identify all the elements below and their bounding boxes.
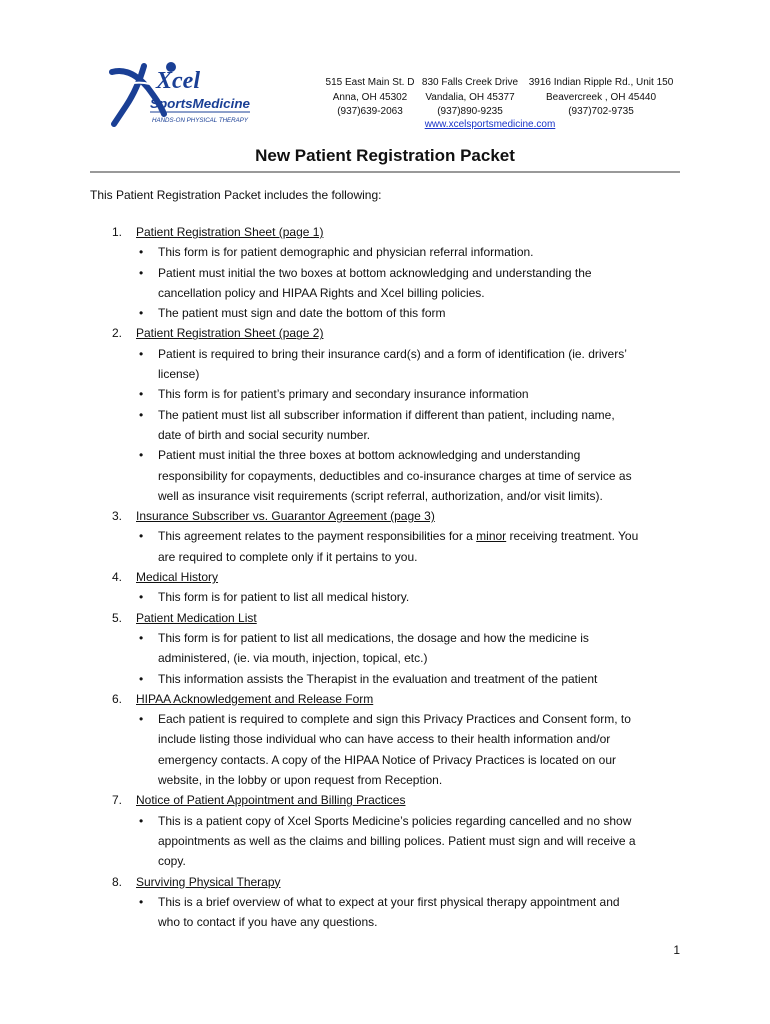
underlined-word: minor (476, 529, 507, 544)
location-phone: (937)890-9235 (437, 106, 503, 117)
bullet-item (90, 669, 690, 689)
section-5 (90, 608, 690, 689)
section-heading (90, 790, 690, 810)
bullet-line: The patient must list all subscriber information if different than patient, including name, (158, 407, 615, 422)
bullet-dot: • (139, 813, 144, 828)
bullet-list (90, 811, 690, 872)
bullet-item (90, 445, 690, 506)
bullet-line: This agreement relates to the payment responsibilities for a minor receiving treatment. You (158, 529, 639, 544)
bullet-line: This information assists the Therapist in the evaluation and treatment of the patient (158, 671, 598, 686)
page-number: 1 (673, 943, 680, 957)
bullet-dot: • (139, 265, 144, 280)
bullet-line: responsibility for copayments, deductibles and co-insurance charges at time of service as (158, 468, 632, 483)
bullet-item (90, 303, 690, 323)
section-title: HIPAA Acknowledgement and Release Form (136, 691, 374, 706)
section-2 (90, 323, 690, 506)
bullet-line: This form is for patient demographic and physician referral information. (158, 245, 534, 260)
section-heading (90, 222, 690, 242)
bullet-list (90, 587, 690, 607)
bullet-dot: • (139, 245, 144, 260)
section-number: 3. (112, 509, 123, 524)
section-heading (90, 567, 690, 587)
section-heading (90, 506, 690, 526)
bullet-list (90, 526, 690, 567)
bullet-item (90, 242, 690, 262)
section-number: 1. (112, 225, 123, 239)
bullet-line: appointments as well as the claims and billing polices. Patient must sign and will receive a (158, 833, 636, 848)
section-3 (90, 506, 690, 567)
location-city: Anna, OH 45302 (332, 91, 408, 103)
section-title: Patient Registration Sheet (page 2) (136, 326, 324, 341)
section-heading (90, 323, 690, 343)
location-street: 3916 Indian Ripple Rd., Unit 150 (528, 77, 674, 88)
bullet-line: date of birth and social security number. (158, 427, 371, 442)
bullet-dot: • (139, 529, 144, 544)
bullet-line: Patient must initial the two boxes at bottom acknowledging and understanding the (158, 265, 592, 280)
bullet-dot: • (139, 448, 144, 463)
section-number: 6. (112, 691, 123, 706)
section-list (90, 222, 690, 932)
bullet-line: This form is for patient’s primary and secondary insurance information (158, 387, 529, 402)
bullet-line: emergency contacts. A copy of the HIPAA Notice of Privacy Practices is located on our (158, 752, 616, 767)
location-city: Beavercreek , OH 45440 (545, 91, 657, 103)
website-row (380, 119, 600, 130)
bullet-line: cancellation policy and HIPAA Rights and Xcel billing policies. (158, 285, 485, 300)
bullet-item (90, 263, 690, 304)
bullet-list (90, 628, 690, 689)
bullet-line: well as insurance visit requirements (script referral, authorization, and/or visit limits). (158, 488, 603, 503)
section-1 (90, 222, 690, 323)
bullet-dot: • (139, 387, 144, 402)
bullet-line: Patient is required to bring their insurance card(s) and a form of identification (ie. drivers’ (158, 346, 627, 361)
section-heading (90, 689, 690, 709)
bullet-item (90, 384, 690, 404)
bullet-item (90, 892, 690, 933)
bullet-dot: • (139, 894, 144, 909)
location-city: Vandalia, OH 45377 (425, 91, 515, 103)
section-number: 4. (112, 570, 123, 585)
bullet-line: This is a brief overview of what to expect at your first physical therapy appointment and (158, 894, 620, 909)
bullet-line: Each patient is required to complete and sign this Privacy Practices and Consent form, to (158, 712, 631, 727)
section-title: Surviving Physical Therapy (136, 874, 281, 889)
xcel-logo (104, 58, 254, 130)
bullet-item (90, 811, 690, 872)
location-phone: (937)639-2063 (337, 106, 403, 117)
section-4 (90, 567, 690, 608)
bullet-dot: • (139, 712, 144, 727)
bullet-dot: • (139, 671, 144, 686)
location-anna (318, 76, 422, 120)
section-7 (90, 790, 690, 871)
bullet-item (90, 587, 690, 607)
section-title: Patient Medication List (136, 610, 257, 625)
bullet-item (90, 405, 690, 446)
bullet-dot: • (139, 407, 144, 422)
bullet-line: include listing those individual who can have access to their health information and/or (158, 732, 611, 747)
section-title: Medical History (136, 570, 219, 585)
bullet-dot: • (139, 590, 144, 605)
bullet-item (90, 709, 690, 790)
bullet-line: who to contact if you have any questions. (158, 915, 378, 930)
logo-xcel-text: Xcel (156, 68, 200, 94)
section-heading (90, 608, 690, 628)
location-beavercreek (524, 76, 678, 120)
section-number: 8. (112, 874, 123, 889)
section-number: 5. (112, 610, 123, 625)
bullet-line: copy. (158, 854, 186, 869)
location-phone: (937)702-9735 (568, 106, 634, 117)
logo-sports-text: SportsMedicine (150, 96, 250, 111)
bullet-list (90, 892, 690, 933)
bullet-item (90, 344, 690, 385)
website-link[interactable]: www.xcelsportsmedicine.com (424, 119, 556, 130)
bullet-line: administered, (ie. via mouth, injection, topical, etc.) (158, 651, 428, 666)
bullet-line: This form is for patient to list all medications, the dosage and how the medicine is (158, 630, 589, 645)
section-number: 2. (112, 326, 123, 341)
location-street: 830 Falls Creek Drive (421, 77, 519, 88)
bullet-list (90, 709, 690, 790)
bullet-line: This form is for patient to list all medical history. (158, 590, 410, 605)
bullet-line: The patient must sign and date the bottom of this form (158, 306, 446, 321)
bullet-dot: • (139, 630, 144, 645)
location-street: 515 East Main St. D (325, 77, 415, 88)
bullet-line: license) (158, 367, 200, 382)
bullet-line: website, in the lobby or upon request from Reception. (158, 773, 443, 788)
bullet-dot: • (139, 346, 144, 361)
section-heading (90, 872, 690, 892)
section-title: Patient Registration Sheet (page 1) (136, 225, 324, 239)
bullet-line: Patient must initial the three boxes at bottom acknowledging and understanding (158, 448, 581, 463)
section-6 (90, 689, 690, 790)
bullet-list (90, 344, 690, 506)
title-divider (90, 171, 680, 173)
bullet-line: This is a patient copy of Xcel Sports Medicine’s policies regarding cancelled and no show (158, 813, 632, 828)
bullet-item (90, 526, 690, 567)
bullet-list (90, 242, 690, 323)
bullet-item (90, 628, 690, 669)
bullet-dot: • (139, 306, 144, 321)
section-number: 7. (112, 793, 123, 808)
section-8 (90, 872, 690, 933)
section-title: Insurance Subscriber vs. Guarantor Agreement (page 3) (136, 509, 435, 524)
bullet-line: are required to complete only if it pertains to you. (158, 549, 418, 564)
logo-tagline: HANDS-ON PHYSICAL THERAPY (152, 117, 249, 124)
intro-text: This Patient Registration Packet includes the following: (90, 188, 382, 202)
page-title: New Patient Registration Packet (255, 146, 515, 165)
location-vandalia (420, 76, 520, 120)
section-title: Notice of Patient Appointment and Billing Practices (136, 793, 406, 808)
